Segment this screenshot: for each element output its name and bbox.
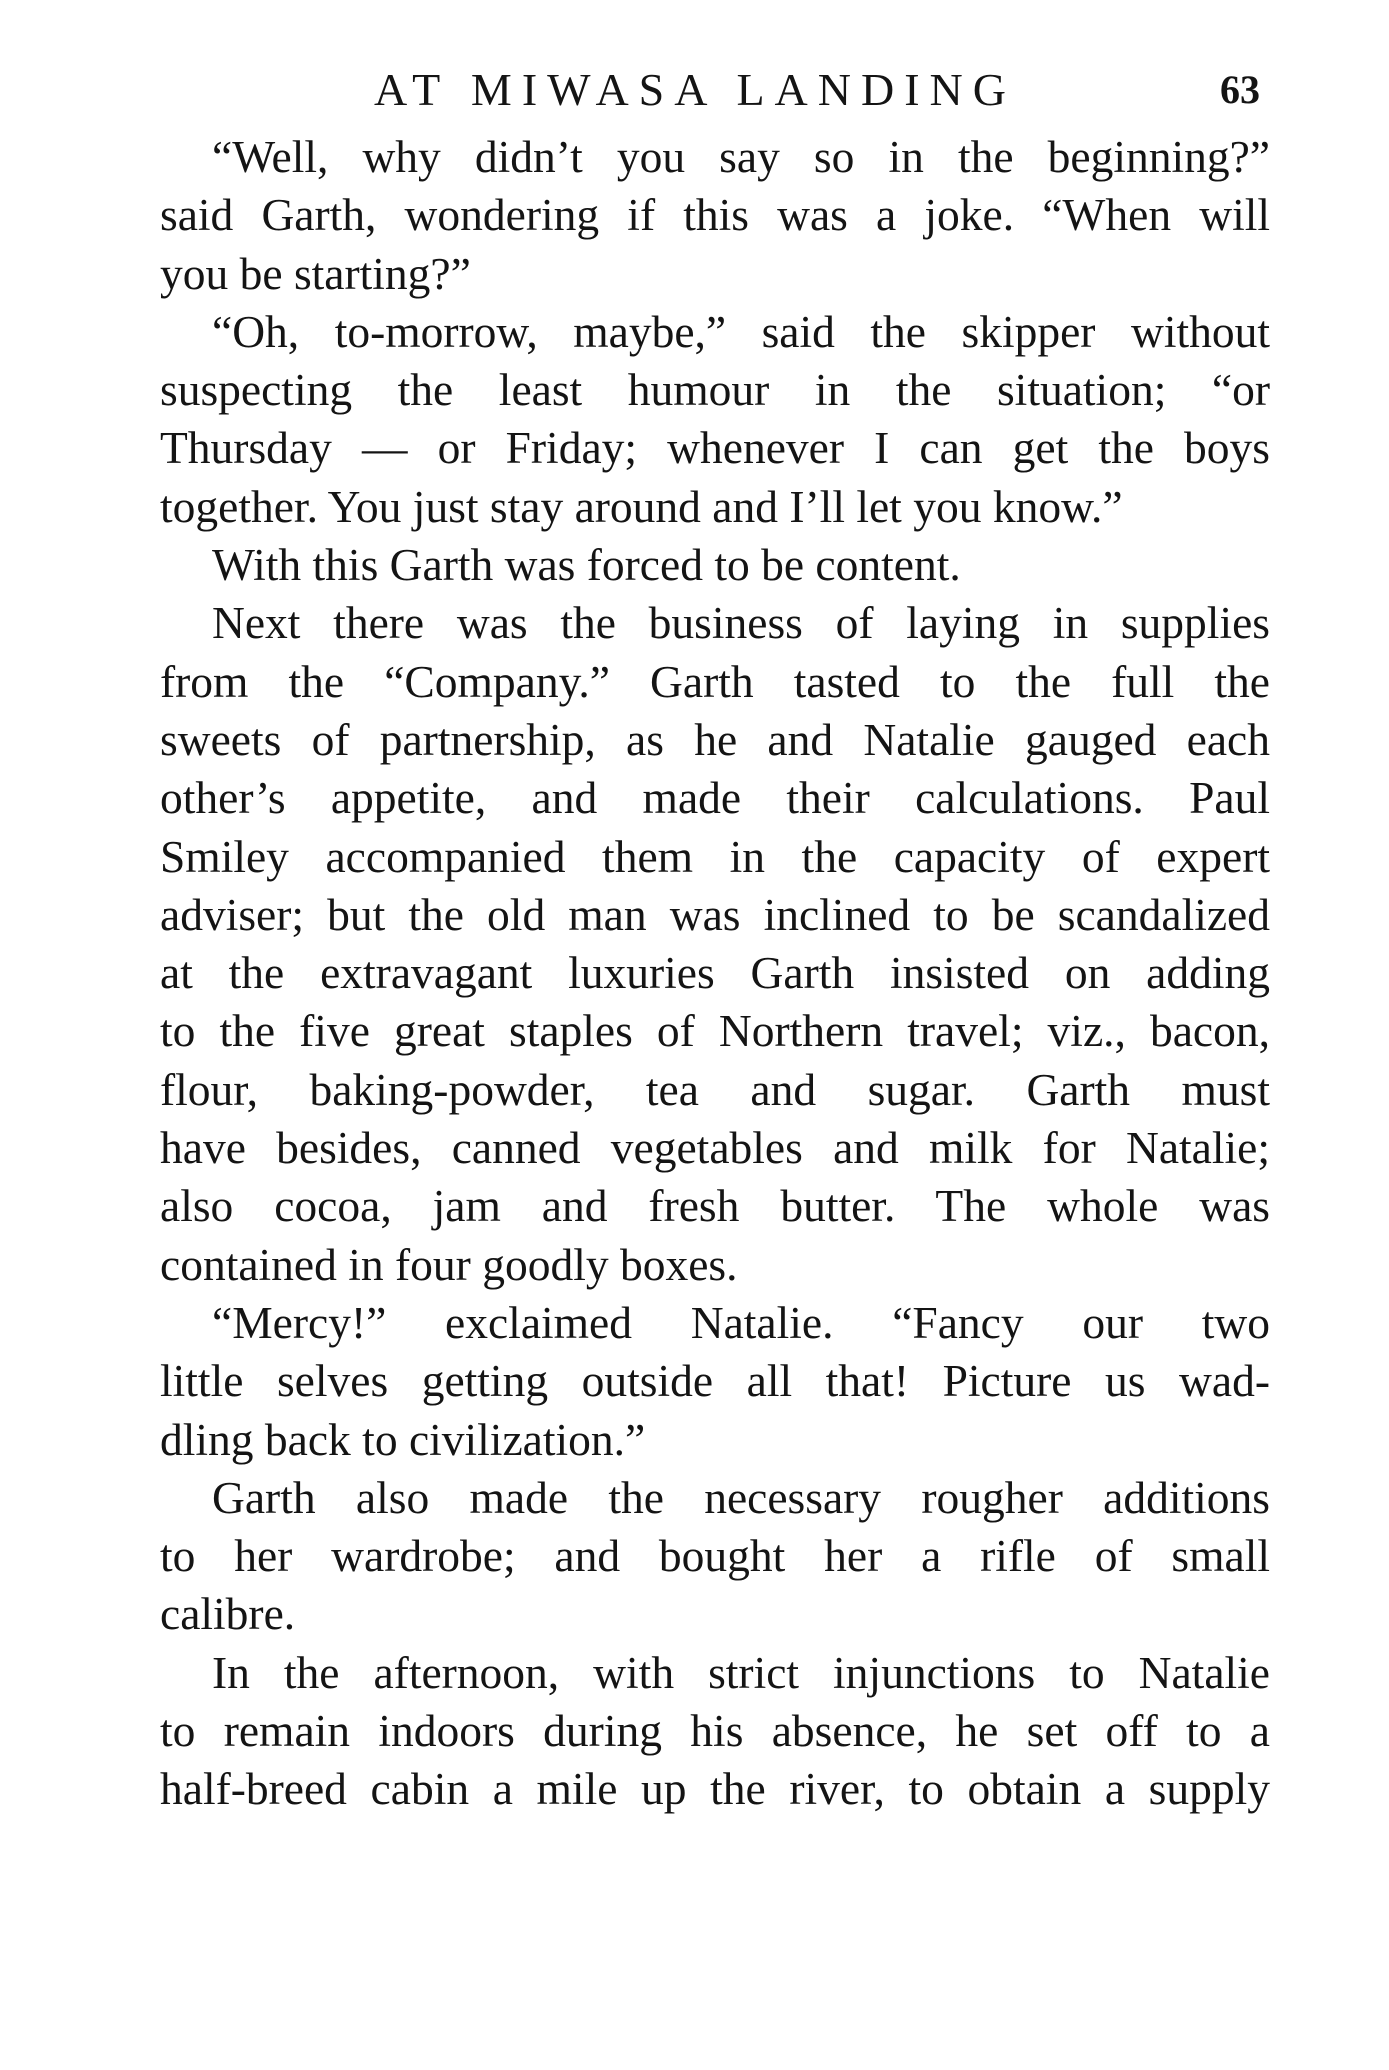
- text-line: “Mercy!” exclaimed Natalie. “Fancy our two: [212, 1296, 1270, 1348]
- text-line: to the five great staples of Northern travel; viz., bacon,: [160, 1005, 1270, 1057]
- text-line: adviser; but the old man was inclined to be scandalized: [160, 888, 1270, 940]
- text-line: In the afternoon, with strict injunctions to Natalie: [212, 1646, 1270, 1698]
- text-line: to her wardrobe; and bought her a rifle of small: [160, 1530, 1270, 1582]
- text-line: from the “Company.” Garth tasted to the full the: [160, 655, 1270, 707]
- text-line: to remain indoors during his absence, he set off to a: [160, 1705, 1270, 1757]
- text-line: dling back to civilization.”: [160, 1413, 646, 1465]
- text-line: Thursday — or Friday; whenever I can get the boys: [160, 422, 1270, 474]
- page-number: 63: [1220, 67, 1260, 112]
- text-line: at the extravagant luxuries Garth insisted on adding: [160, 947, 1270, 999]
- paragraph: [160, 303, 1270, 536]
- paragraph: [160, 128, 1270, 303]
- paragraph: [160, 536, 1270, 594]
- text-line: “Well, why didn’t you say so in the beginning?”: [212, 131, 1270, 182]
- text-line: said Garth, wondering if this was a joke. “When will: [160, 189, 1270, 241]
- text-line: have besides, canned vegetables and milk for Natalie;: [160, 1122, 1270, 1174]
- text-line: flour, baking-powder, tea and sugar. Garth must: [160, 1063, 1270, 1115]
- text-line: little selves getting outside all that! Picture us wad-: [160, 1355, 1270, 1407]
- body-text: [160, 128, 1270, 1819]
- text-line: Smiley accompanied them in the capacity of expert: [160, 830, 1270, 882]
- text-line: sweets of partnership, as he and Natalie gauged each: [160, 713, 1270, 765]
- text-line: other’s appetite, and made their calculations. Paul: [160, 772, 1270, 824]
- text-line: calibre.: [160, 1588, 296, 1640]
- running-title: AT MIWASA LANDING: [374, 64, 1016, 115]
- text-line: Next there was the business of laying in supplies: [212, 597, 1270, 649]
- text-line: “Oh, to-morrow, maybe,” said the skipper without: [212, 305, 1270, 357]
- paragraph: [160, 594, 1270, 1294]
- text-line: contained in four goodly boxes.: [160, 1238, 738, 1290]
- text-line: also cocoa, jam and fresh butter. The whole was: [160, 1180, 1270, 1232]
- paragraph: [160, 1294, 1270, 1469]
- text-line: With this Garth was forced to be content.: [212, 539, 961, 591]
- paragraph: [160, 1644, 1270, 1819]
- text-line: you be starting?”: [160, 247, 471, 299]
- text-line: Garth also made the necessary rougher additions: [212, 1471, 1270, 1523]
- text-line: half-breed cabin a mile up the river, to obtain a supply: [160, 1763, 1270, 1815]
- text-line: together. You just stay around and I’ll let you know.”: [160, 480, 1123, 532]
- paragraph: [160, 1469, 1270, 1644]
- running-head: [160, 60, 1270, 120]
- text-line: suspecting the least humour in the situation; “or: [160, 364, 1270, 416]
